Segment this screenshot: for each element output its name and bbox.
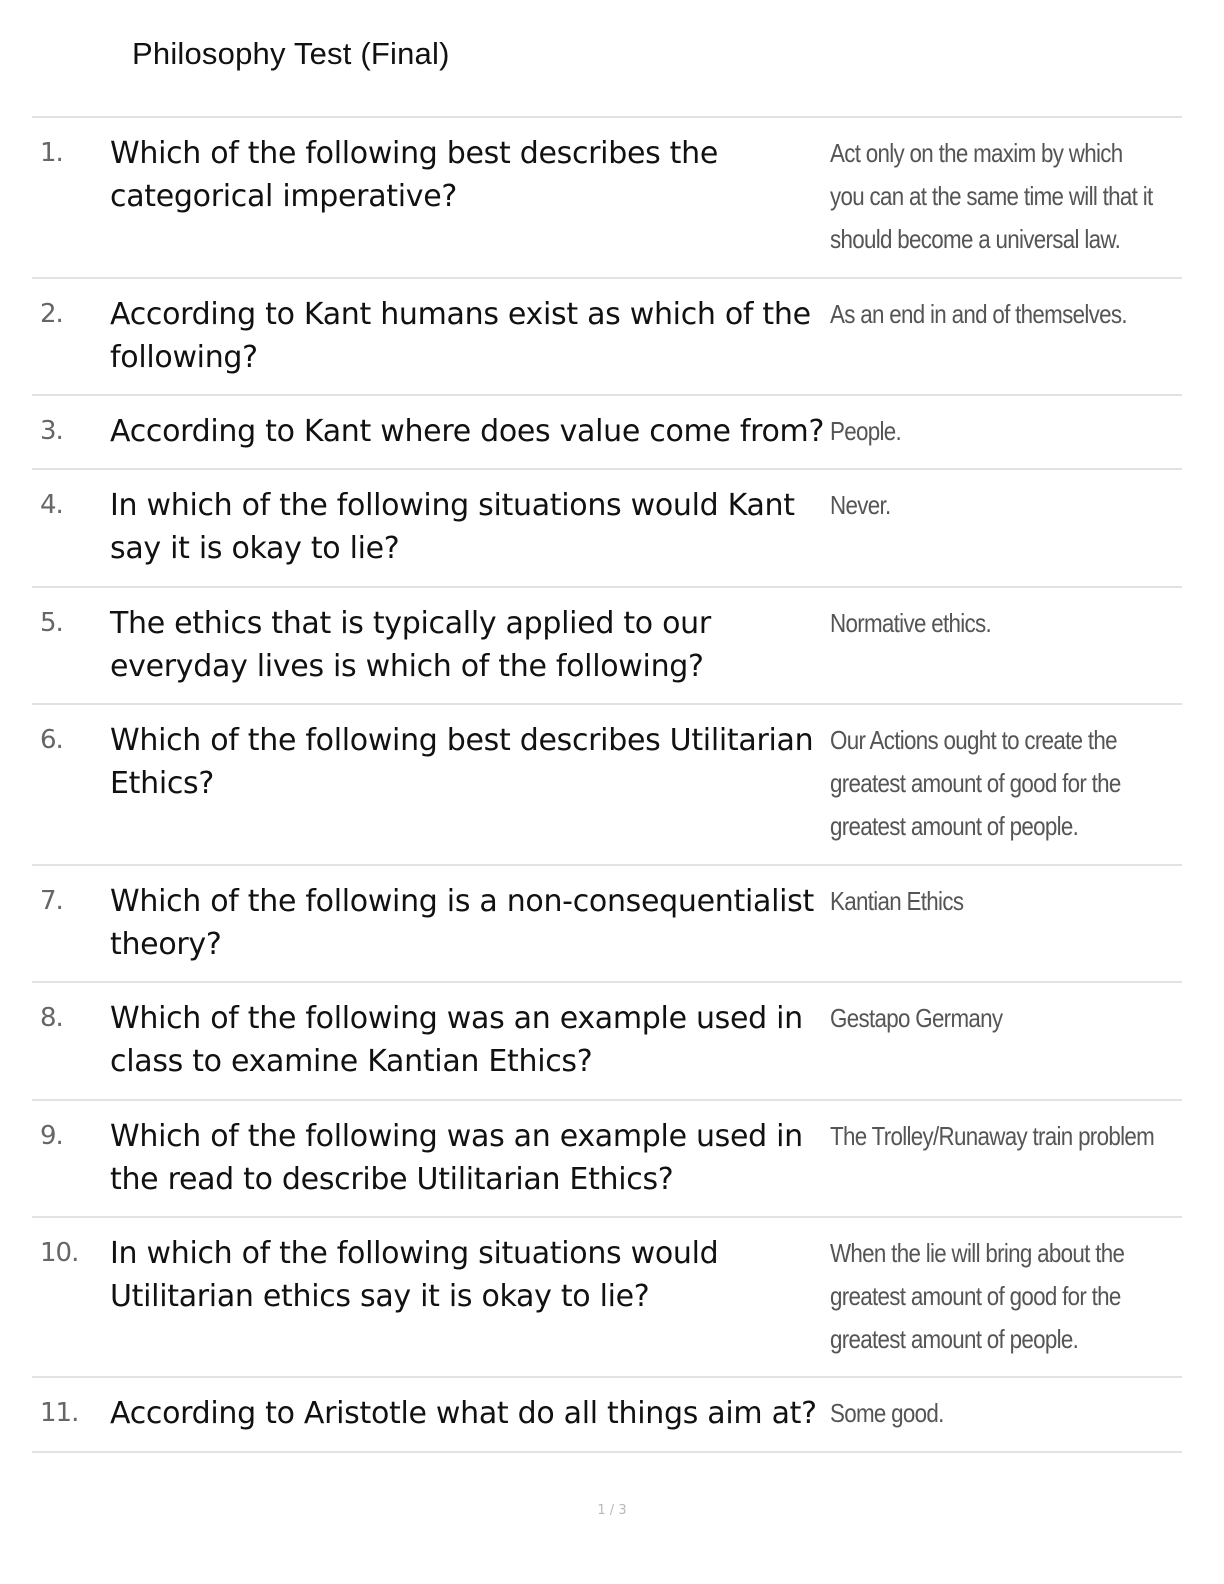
question-number: 11. bbox=[40, 1398, 79, 1428]
question-number: 2. bbox=[40, 299, 63, 329]
question-number: 3. bbox=[40, 416, 63, 446]
answer-text: The Trolley/Runaway train problem bbox=[830, 1121, 1155, 1151]
question-number: 1. bbox=[40, 138, 63, 168]
qa-row bbox=[32, 1218, 1182, 1378]
qa-row bbox=[32, 396, 1182, 470]
question-number: 5. bbox=[40, 608, 63, 638]
answer-text: Some good. bbox=[830, 1398, 944, 1428]
question-number: 6. bbox=[40, 725, 63, 755]
answer-text: Normative ethics. bbox=[830, 608, 992, 638]
question-text: According to Kant humans exist as which of the following? bbox=[110, 297, 811, 375]
answer-text: As an end in and of themselves. bbox=[830, 299, 1127, 329]
question-text: Which of the following was an example used in the read to describe Utilitarian Ethics? bbox=[110, 1119, 803, 1197]
question-text: Which of the following was an example used in class to examine Kantian Ethics? bbox=[110, 1001, 803, 1079]
question-text: Which of the following best describes the categorical imperative? bbox=[110, 136, 719, 214]
qa-row bbox=[32, 983, 1182, 1101]
question-text: According to Kant where does value come from? bbox=[110, 414, 825, 449]
answer-text: Act only on the maxim by which you can at the same time will that it should become a universal law. bbox=[830, 138, 1153, 254]
question-text: In which of the following situations would Utilitarian ethics say it is okay to lie? bbox=[110, 1236, 719, 1314]
question-text: Which of the following best describes Utilitarian Ethics? bbox=[110, 723, 814, 801]
question-number: 7. bbox=[40, 886, 63, 916]
qa-row bbox=[32, 705, 1182, 866]
qa-row bbox=[32, 588, 1182, 705]
qa-row bbox=[32, 118, 1182, 279]
answer-text: Gestapo Germany bbox=[830, 1003, 1003, 1033]
question-number: 9. bbox=[40, 1121, 63, 1151]
qa-row bbox=[32, 1101, 1182, 1218]
question-number: 8. bbox=[40, 1003, 63, 1033]
answer-text: People. bbox=[830, 416, 902, 446]
question-text: In which of the following situations would Kant say it is okay to lie? bbox=[110, 488, 795, 566]
qa-row bbox=[32, 470, 1182, 588]
qa-row bbox=[32, 279, 1182, 396]
answer-text: Never. bbox=[830, 490, 891, 520]
question-text: The ethics that is typically applied to our everyday lives is which of the following? bbox=[110, 606, 711, 684]
answer-text: Our Actions ought to create the greatest amount of good for the greatest amount of people. bbox=[830, 725, 1121, 841]
question-text: Which of the following is a non-consequentialist theory? bbox=[110, 884, 814, 962]
question-text: According to Aristotle what do all things aim at? bbox=[110, 1396, 817, 1431]
question-number: 4. bbox=[40, 490, 63, 520]
qa-row bbox=[32, 1378, 1182, 1453]
qa-row bbox=[32, 866, 1182, 983]
question-answer-list bbox=[32, 116, 1182, 1453]
document-title: Philosophy Test (Final) bbox=[132, 36, 450, 71]
question-number: 10. bbox=[40, 1238, 79, 1268]
page-indicator: 1 / 3 bbox=[597, 1503, 627, 1518]
answer-text: Kantian Ethics bbox=[830, 886, 964, 916]
answer-text: When the lie will bring about the greatest amount of good for the greatest amount of people. bbox=[830, 1238, 1125, 1354]
